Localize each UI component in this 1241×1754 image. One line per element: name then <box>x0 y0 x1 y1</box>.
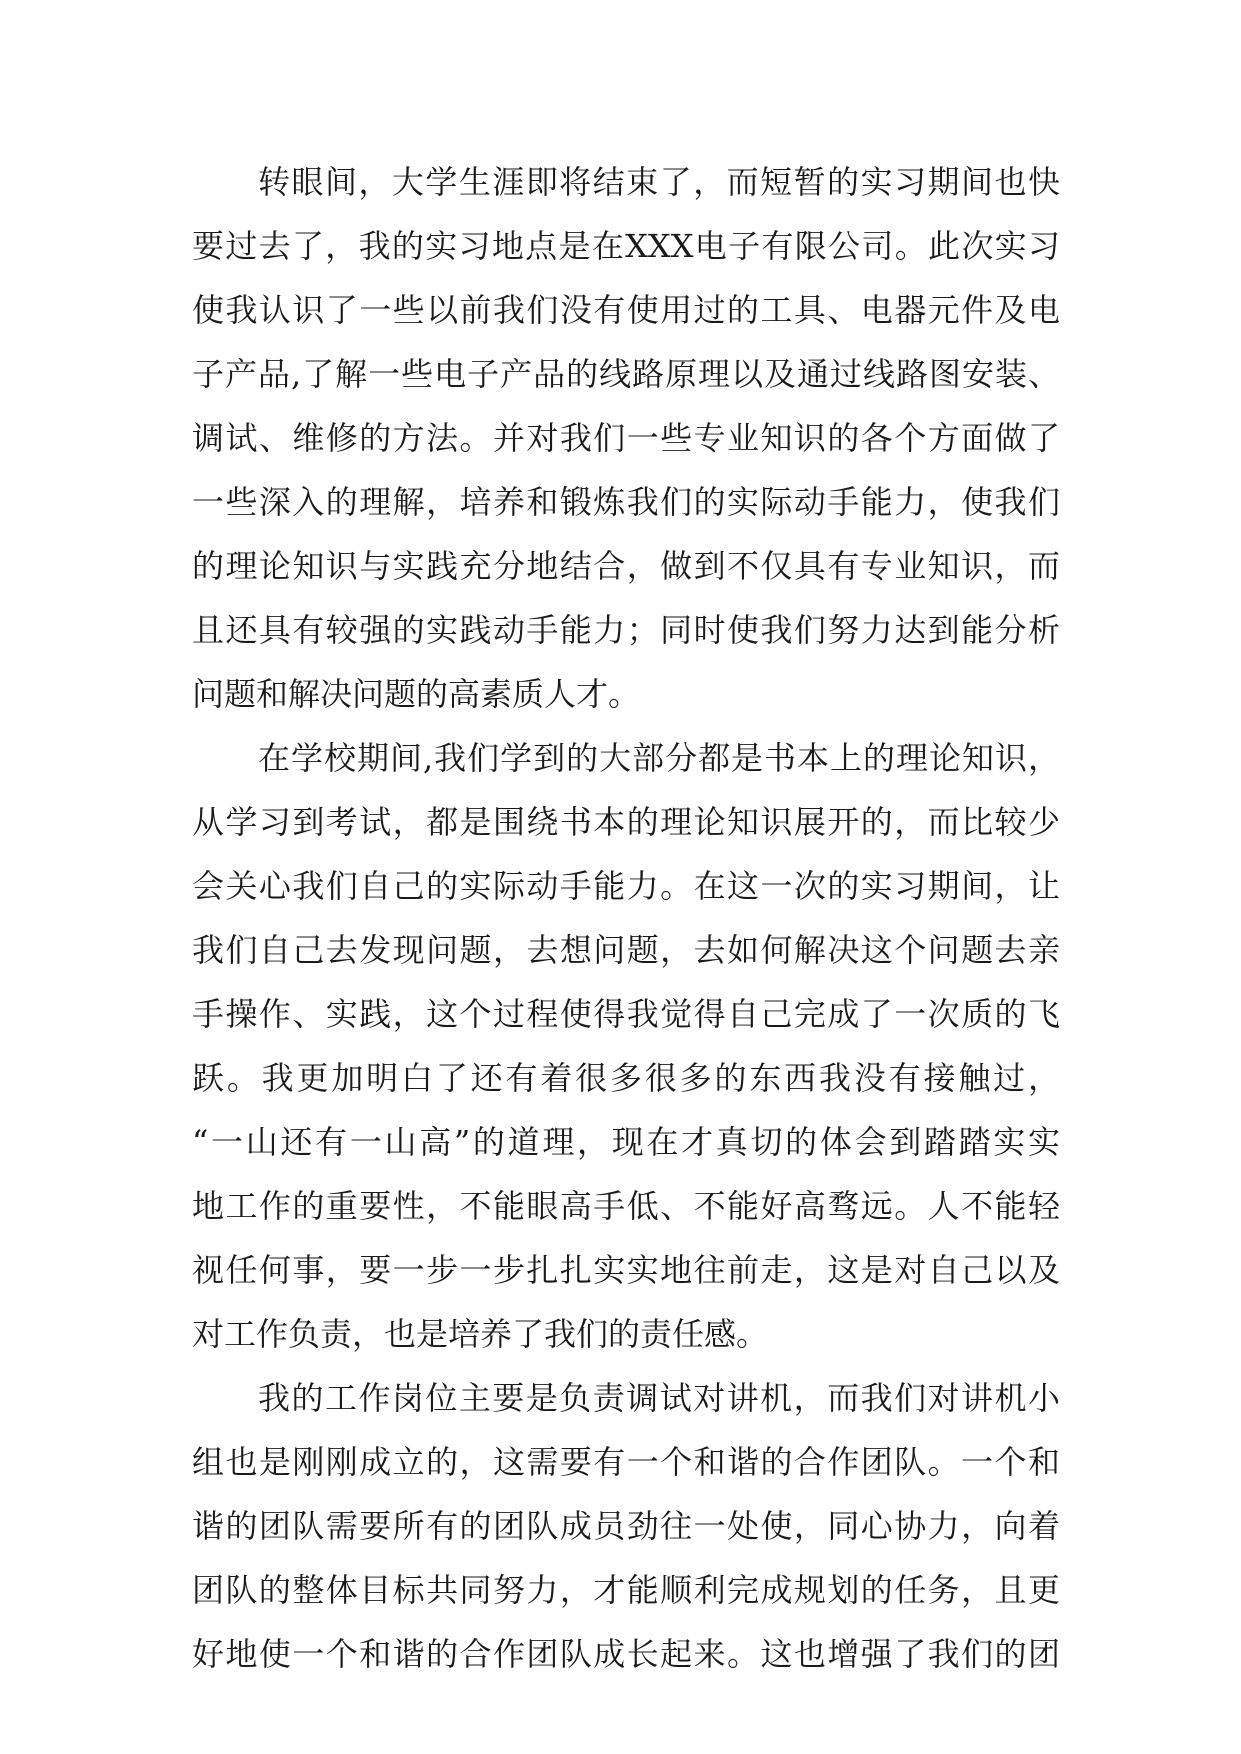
paragraph-line: 手操作、实践，这个过程使得我觉得自己完成了一次质的飞 <box>192 995 1060 1033</box>
paragraph-line: 会关心我们自己的实际动手能力。在这一次的实习期间，让 <box>192 867 1060 905</box>
paragraph-line: 要过去了，我的实习地点是在XXX电子有限公司。此次实习 <box>192 227 1060 265</box>
paragraph-line: 好地使一个和谐的合作团队成长起来。这也增强了我们的团 <box>192 1635 1060 1673</box>
paragraph-line: 组也是刚刚成立的，这需要有一个和谐的合作团队。一个和 <box>192 1443 1060 1481</box>
paragraph-line: 在学校期间,我们学到的大部分都是书本上的理论知识， <box>258 739 1060 777</box>
paragraph-line: 谐的团队需要所有的团队成员劲往一处使，同心协力，向着 <box>192 1507 1060 1545</box>
paragraph-line: “一山还有一山高”的道理，现在才真切的体会到踏踏实实 <box>192 1123 1060 1161</box>
paragraph-line: 且还具有较强的实践动手能力；同时使我们努力达到能分析 <box>192 611 1060 649</box>
paragraph-line: 跃。我更加明白了还有着很多很多的东西我没有接触过， <box>192 1059 1060 1097</box>
paragraph-line: 从学习到考试，都是围绕书本的理论知识展开的，而比较少 <box>192 803 1060 841</box>
paragraph-1 <box>192 150 1060 726</box>
paragraph-line: 视任何事，要一步一步扎扎实实地往前走，这是对自己以及 <box>192 1251 1060 1289</box>
document-body <box>192 150 1060 1686</box>
paragraph-line: 团队的整体目标共同努力，才能顺利完成规划的任务，且更 <box>192 1571 1060 1609</box>
paragraph-line: 使我认识了一些以前我们没有使用过的工具、电器元件及电 <box>192 291 1060 329</box>
paragraph-line: 的理论知识与实践充分地结合，做到不仅具有专业知识，而 <box>192 547 1060 585</box>
paragraph-line: 我们自己去发现问题，去想问题，去如何解决这个问题去亲 <box>192 931 1060 969</box>
paragraph-2 <box>192 726 1060 1366</box>
paragraph-line: 我的工作岗位主要是负责调试对讲机，而我们对讲机小 <box>258 1379 1060 1417</box>
paragraph-line: 问题和解决问题的高素质人才。 <box>192 675 641 713</box>
paragraph-line: 调试、维修的方法。并对我们一些专业知识的各个方面做了 <box>192 419 1060 457</box>
paragraph-line: 对工作负责，也是培养了我们的责任感。 <box>192 1315 769 1353</box>
paragraph-line: 地工作的重要性，不能眼高手低、不能好高骛远。人不能轻 <box>192 1187 1060 1225</box>
paragraph-line: 子产品,了解一些电子产品的线路原理以及通过线路图安装、 <box>192 355 1060 393</box>
paragraph-3 <box>192 1366 1060 1686</box>
paragraph-line: 转眼间，大学生涯即将结束了，而短暂的实习期间也快 <box>258 163 1060 201</box>
paragraph-line: 一些深入的理解，培养和锻炼我们的实际动手能力，使我们 <box>192 483 1060 521</box>
